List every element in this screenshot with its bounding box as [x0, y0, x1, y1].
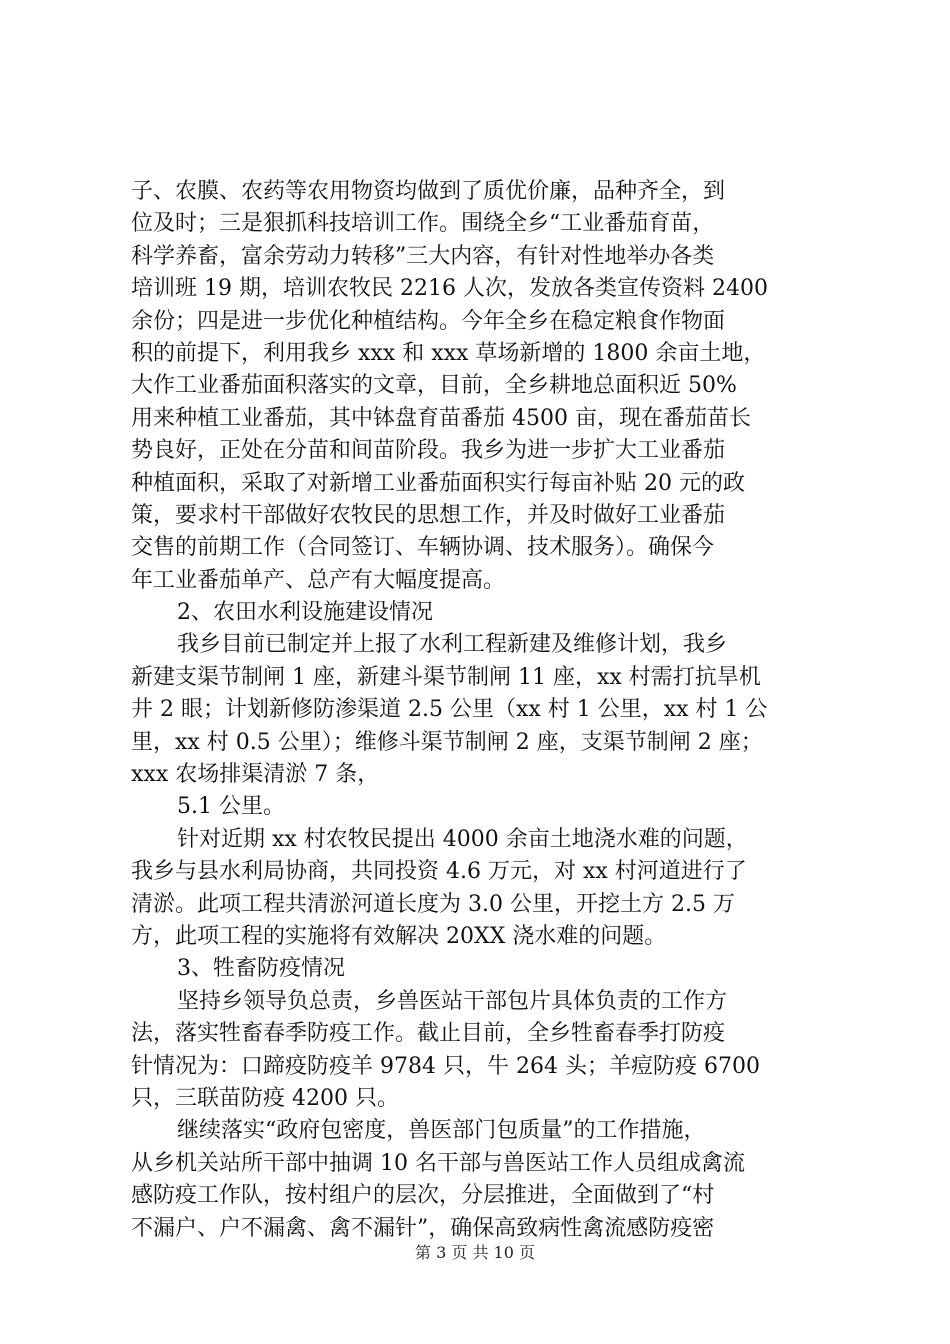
text-line: xxx 农场排渠清淤 7 条， [131, 762, 380, 788]
text-line: 新建支渠节制闸 1 座，新建斗渠节制闸 11 座，xx 村需打抗旱机 [131, 664, 761, 690]
text-line: 坚持乡领导负总责，乡兽医站干部包片具体负责的工作方 [177, 988, 728, 1014]
text-line: 势良好，正处在分苗和间苗阶段。我乡为进一步扩大工业番茄 [131, 438, 726, 464]
text-line: 针对近期 xx 村农牧民提出 4000 余亩土地浇水难的问题， [177, 826, 748, 852]
text-line: 清淤。此项工程共清淤河道长度为 3.0 公里，开挖土方 2.5 万 [131, 891, 735, 917]
document-body [131, 176, 836, 1245]
text-line: 种植面积，采取了对新增工业番茄面积实行每亩补贴 20 元的政 [131, 470, 745, 496]
text-line: 方，此项工程的实施将有效解决 20XX 浇水难的问题。 [131, 923, 667, 949]
text-line: 从乡机关站所干部中抽调 10 名干部与兽医站工作人员组成禽流 [131, 1150, 745, 1176]
text-line: 培训班 19 期，培训农牧民 2216 人次，发放各类宣传资料 2400 [131, 276, 768, 302]
text-line: 井 2 眼；计划新修防渗渠道 2.5 公里（xx 村 1 公里，xx 村 1 公 [131, 697, 768, 723]
text-line: 法，落实牲畜春季防疫工作。截止目前，全乡牲畜春季打防疫 [131, 1021, 726, 1047]
text-line: 积的前提下，利用我乡 xxx 和 xxx 草场新增的 1800 余亩土地， [131, 340, 766, 366]
text-line: 年工业番茄单产、总产有大幅度提高。 [131, 567, 506, 593]
text-line: 不漏户、户不漏禽、禽不漏针”，确保高致病性禽流感防疫密 [131, 1215, 715, 1241]
text-line: 3、牲畜防疫情况 [177, 956, 345, 982]
text-line: 科学养畜，富余劳动力转移”三大内容，有针对性地举办各类 [131, 243, 715, 269]
text-line: 感防疫工作队，按村组户的层次，分层推进，全面做到了“村 [131, 1183, 715, 1209]
text-line: 我乡与县水利局协商，共同投资 4.6 万元，对 xx 村河道进行了 [131, 859, 747, 885]
text-line: 位及时；三是狠抓科技培训工作。围绕全乡“工业番茄育苗， [131, 211, 715, 237]
text-line: 余份；四是进一步优化种植结构。今年全乡在稳定粮食作物面 [131, 308, 726, 334]
text-line: 针情况为：口蹄疫防疫羊 9784 只，牛 264 头；羊痘防疫 6700 [131, 1053, 760, 1079]
text-line: 5.1 公里。 [177, 794, 285, 820]
text-line: 2、农田水利设施建设情况 [177, 600, 433, 626]
page-footer: 第 3 页 共 10 页 [415, 1243, 535, 1262]
text-line: 交售的前期工作（合同签订、车辆协调、技术服务）。确保今 [131, 535, 715, 561]
text-line: 用来种植工业番茄，其中钵盘育苗番茄 4500 亩，现在番茄苗长 [131, 405, 751, 431]
text-line: 我乡目前已制定并上报了水利工程新建及维修计划，我乡 [177, 632, 728, 658]
text-line: 大作工业番茄面积落实的文章，目前，全乡耕地总面积近 50% [131, 373, 737, 399]
text-line: 里，xx 村 0.5 公里）；维修斗渠节制闸 2 座，支渠节制闸 2 座； [131, 729, 763, 755]
text-line: 只，三联苗防疫 4200 只。 [131, 1085, 399, 1111]
text-line: 子、农膜、农药等农用物资均做到了质优价廉，品种齐全，到 [131, 179, 726, 204]
text-line: 策，要求村干部做好农牧民的思想工作，并及时做好工业番茄 [131, 502, 726, 528]
text-line: 继续落实“政府包密度，兽医部门包质量”的工作措施， [177, 1118, 706, 1144]
